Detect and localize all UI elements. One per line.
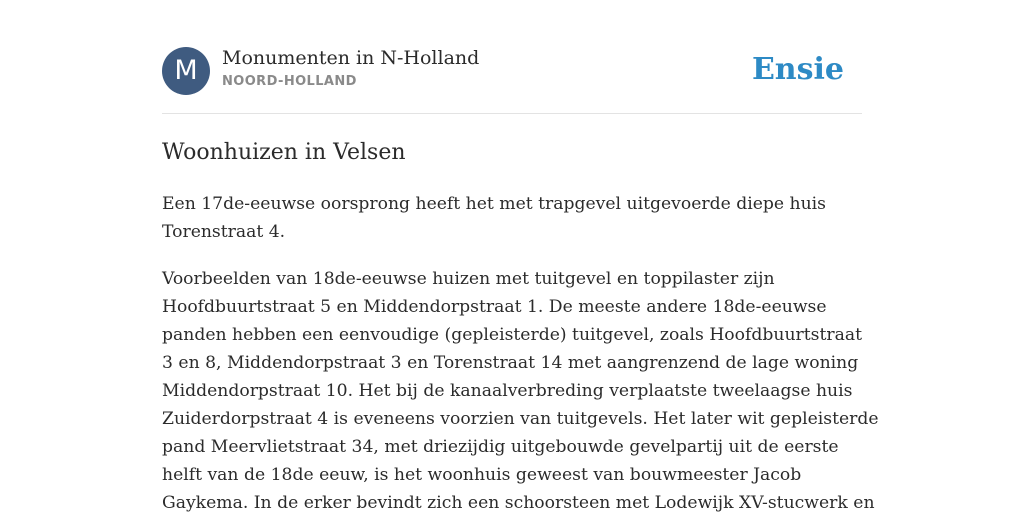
text-line: 3 en 8, Middendorpstraat 3 en Torenstraat 14 met aangrenzend de lage woning [162, 353, 859, 373]
collection-title-link[interactable]: Monumenten in N-Holland [222, 47, 480, 69]
article-paragraph-1 [162, 190, 862, 246]
text-line: Voorbeelden van 18de-eeuwse huizen met tuitgevel en toppilaster zijn [162, 269, 775, 289]
collection-subtitle: NOORD-HOLLAND [222, 74, 357, 89]
brand-logo[interactable]: Ensie [751, 52, 844, 87]
collection-avatar[interactable]: M [162, 47, 210, 95]
text-line: Middendorpstraat 10. Het bij de kanaalverbreding verplaatste tweelaagse huis [162, 381, 853, 401]
article-body [162, 190, 879, 512]
text-line: Hoofdbuurtstraat 5 en Middendorpstraat 1. De meeste andere 18de-eeuwse [162, 297, 827, 317]
text-line: helft van de 18de eeuw, is het woonhuis geweest van bouwmeester Jacob [162, 465, 802, 485]
text-line: pand Meervlietstraat 34, met driezijdig uitgebouwde gevelpartij uit de eerste [162, 437, 839, 457]
text-line: Torenstraat 4. [162, 222, 286, 242]
text-line: Zuiderdorpstraat 4 is eveneens voorzien van tuitgevels. Het later wit gepleisterde [162, 409, 879, 429]
article-title: Woonhuizen in Velsen [162, 140, 406, 165]
text-line: Gaykema. In de erker bevindt zich een schoorsteen met Lodewijk XV-stucwerk en [162, 493, 875, 512]
collection-header [162, 46, 862, 96]
text-line: panden hebben een eenvoudige (gepleisterde) tuitgevel, zoals Hoofdbuurtstraat [162, 325, 862, 345]
text-line: Een 17de-eeuwse oorsprong heeft het met trapgevel uitgevoerde diepe huis [162, 194, 826, 214]
header-divider [162, 113, 862, 114]
article-paragraph-2 [162, 265, 879, 512]
